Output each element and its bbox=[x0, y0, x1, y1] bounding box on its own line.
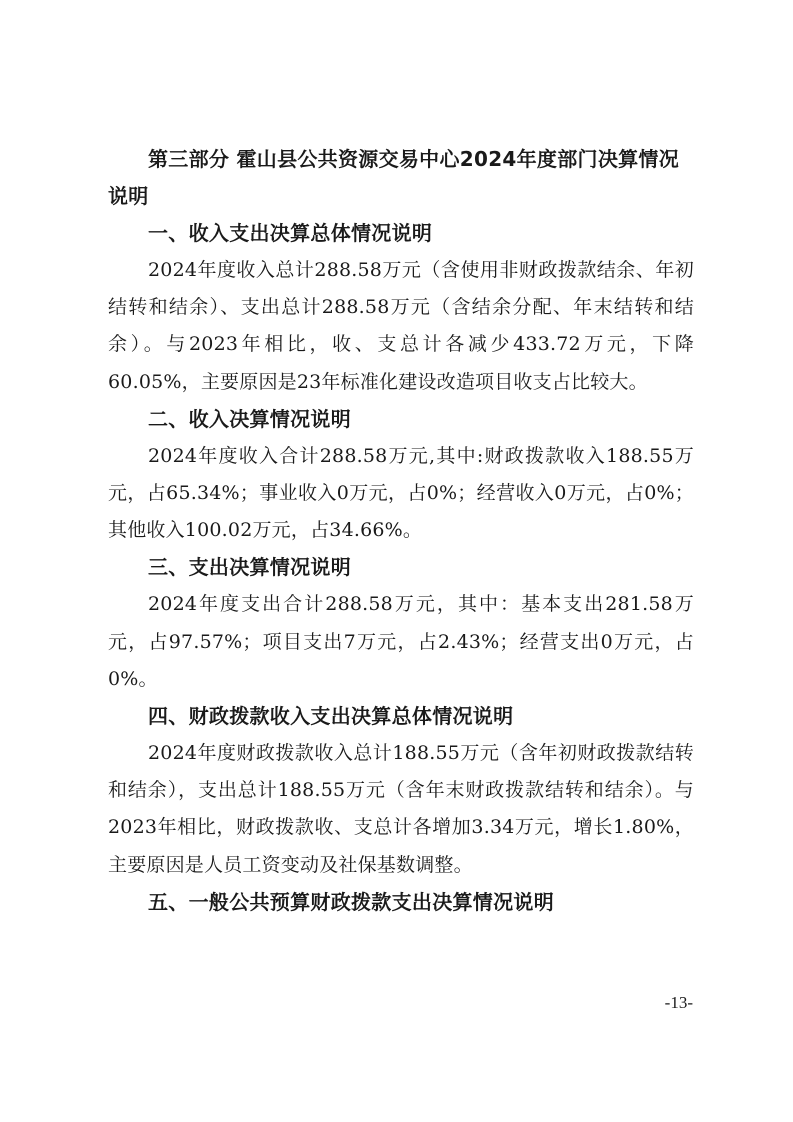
document-body bbox=[108, 141, 694, 921]
section-paragraph-1: 2024年度收入总计288.58万元（含使用非财政拨款结余、年初结转和结余）、支出总计288.58万元（含结余分配、年末结转和结余）。与2023年相比，收、支总计各减少433.72万元，下降60.05%，主要原因是23年标准化建设改造项目收支占比较大。 bbox=[108, 259, 694, 393]
part-title: 第三部分 霍山县公共资源交易中心2024年度部门决算情况说明 bbox=[108, 147, 680, 208]
page-number: -13- bbox=[664, 993, 693, 1012]
section-heading-4: 四、财政拨款收入支出决算总体情况说明 bbox=[148, 704, 514, 729]
section-heading-1: 一、收入支出决算总体情况说明 bbox=[148, 221, 433, 245]
section-heading-5: 五、一般公共预算财政拨款支出决算情况说明 bbox=[148, 889, 554, 914]
section-paragraph-3: 2024年度支出合计288.58万元，其中：基本支出281.58万元，占97.57%；项目支出7万元，占2.43%；经营支出0万元，占0%。 bbox=[108, 593, 694, 690]
section-heading-3: 三、支出决算情况说明 bbox=[148, 555, 351, 580]
section-paragraph-4: 2024年度财政拨款收入总计188.55万元（含年初财政拨款结转和结余），支出总计188.55万元（含年末财政拨款结转和结余）。与2023年相比，财政拨款收、支总计各增加3.34万元，增长1.80%，主要原因是人员工资变动及社保基数调整。 bbox=[108, 742, 694, 876]
section-paragraph-2: 2024年度收入合计288.58万元,其中:财政拨款收入188.55万元，占65.34%；事业收入0万元，占0%；经营收入0万元，占0%；其他收入100.02万元，占34.66%。 bbox=[108, 444, 694, 542]
section-heading-2: 二、收入决算情况说明 bbox=[148, 406, 351, 431]
